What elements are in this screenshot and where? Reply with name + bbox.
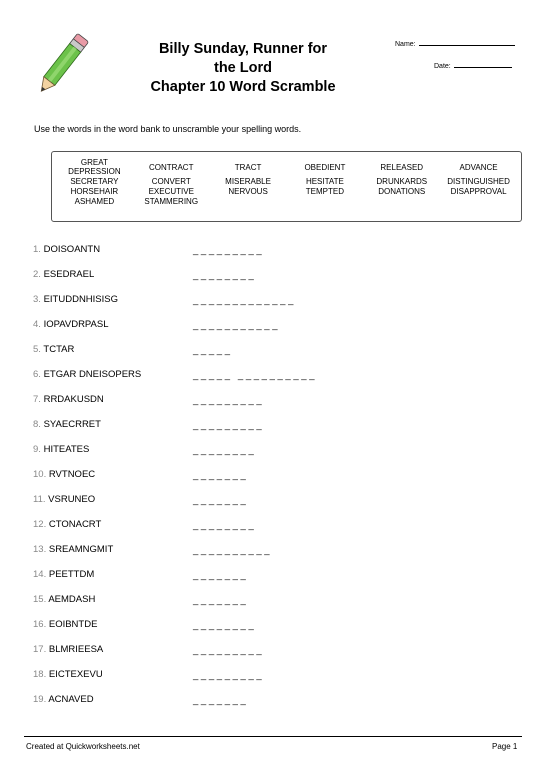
item-number: 10.	[33, 469, 47, 480]
item-number: 4.	[33, 319, 41, 330]
list-item	[33, 569, 533, 594]
scrambled-word: HITEATES	[43, 444, 90, 455]
item-number: 7.	[33, 394, 41, 405]
word-bank-word: TEMPTED	[305, 187, 345, 196]
page-number: Page 1	[492, 742, 518, 751]
answer-blanks[interactable]: _ _ _ _ _ _ _ _ _ _ _	[193, 320, 278, 331]
word-bank-word: NERVOUS	[228, 187, 268, 196]
scrambled-word: BLMRIEESA	[48, 644, 104, 655]
list-item	[33, 444, 533, 469]
date-blank[interactable]	[454, 60, 512, 68]
answer-blanks[interactable]: _ _ _ _ _ _ _	[193, 695, 246, 706]
word-bank-word: ASHAMED	[74, 197, 115, 206]
list-item	[33, 394, 533, 419]
list-item	[33, 344, 533, 369]
item-number: 15.	[33, 594, 47, 605]
answer-blanks[interactable]: _ _ _ _ _ _ _ _	[193, 620, 254, 631]
item-number: 8.	[33, 419, 41, 430]
answer-blanks[interactable]: _ _ _ _ _ _ _ _ _ _ _ _ _	[193, 295, 294, 306]
scrambled-word: ACNAVED	[48, 694, 94, 705]
item-number: 3.	[33, 294, 41, 305]
scramble-list	[33, 244, 533, 719]
word-bank-word: EXECUTIVE	[148, 187, 194, 196]
item-number: 11.	[33, 494, 46, 505]
answer-blanks[interactable]: _ _ _ _ _ _ _ _	[193, 445, 254, 456]
word-bank-word: SECRETARY	[70, 177, 119, 186]
scrambled-word: SYAECRRET	[43, 419, 101, 430]
word-bank-word: HORSEHAIR	[70, 187, 119, 196]
answer-blanks[interactable]: _ _ _ _ _ _ _ _	[193, 520, 254, 531]
list-item	[33, 619, 533, 644]
word-bank-word: TRACT	[234, 162, 262, 172]
word-bank-word: DISAPPROVAL	[450, 187, 507, 196]
item-number: 1.	[33, 244, 41, 255]
instructions: Use the words in the word bank to unscramble your spelling words.	[34, 124, 302, 134]
list-item	[33, 669, 533, 694]
item-number: 9.	[33, 444, 41, 455]
list-item	[33, 494, 533, 519]
list-item	[33, 594, 533, 619]
list-item	[33, 519, 533, 544]
scrambled-word: SREAMNGMIT	[48, 544, 114, 555]
name-field	[395, 38, 515, 48]
footer-divider	[24, 736, 522, 737]
item-number: 14.	[33, 569, 47, 580]
item-number: 2.	[33, 269, 41, 280]
scrambled-word: RVTNOEC	[48, 469, 96, 480]
scrambled-word: EICTEXEVU	[48, 669, 103, 680]
word-bank-word: HESITATE	[305, 177, 344, 186]
scrambled-word: RRDAKUSDN	[43, 394, 104, 405]
scrambled-word: DOISOANTN	[43, 244, 101, 255]
word-bank	[51, 151, 522, 222]
scrambled-word: IOPAVDRPASL	[43, 319, 109, 330]
word-bank-word: DONATIONS	[378, 187, 426, 196]
list-item	[33, 369, 533, 394]
answer-blanks[interactable]: _ _ _ _ _ _ _	[193, 570, 246, 581]
answer-blanks[interactable]: _ _ _ _ _ _ _ _	[193, 270, 254, 281]
item-number: 18.	[33, 669, 47, 680]
page-title	[118, 40, 368, 97]
answer-blanks[interactable]: _ _ _ _ _ _ _	[193, 495, 246, 506]
answer-blanks[interactable]: _ _ _ _ _ _ _ _ _	[193, 645, 262, 656]
list-item	[33, 294, 533, 319]
word-bank-word: RELEASED	[380, 162, 424, 172]
scrambled-word: EOIBNTDE	[48, 619, 98, 630]
list-item	[33, 244, 533, 269]
item-number: 13.	[33, 544, 47, 555]
date-field	[434, 60, 512, 70]
list-item	[33, 419, 533, 444]
footer-credit: Created at Quickworksheets.net	[26, 742, 140, 751]
answer-blanks[interactable]: _ _ _ _ _ _ _ _ _ _ _ _ _ _ _	[193, 370, 315, 381]
item-number: 12.	[33, 519, 47, 530]
list-item	[33, 269, 533, 294]
scrambled-word: PEETTDM	[48, 569, 95, 580]
word-bank-word: CONTRACT	[149, 162, 194, 172]
item-number: 19.	[33, 694, 47, 705]
item-number: 5.	[33, 344, 41, 355]
title-line-3: Chapter 10 Word Scramble	[150, 79, 336, 95]
item-number: 16.	[33, 619, 47, 630]
answer-blanks[interactable]: _ _ _ _ _ _ _ _ _	[193, 670, 262, 681]
word-bank-word: STAMMERING	[144, 197, 199, 206]
scrambled-word: ESEDRAEL	[43, 269, 95, 280]
answer-blanks[interactable]: _ _ _ _ _ _ _	[193, 595, 246, 606]
word-bank-word: CONVERT	[151, 177, 191, 186]
name-blank[interactable]	[419, 38, 515, 46]
list-item	[33, 644, 533, 669]
scrambled-word: VSRUNEO	[48, 494, 96, 505]
word-bank-word: DRUNKARDS	[376, 177, 428, 186]
list-item	[33, 544, 533, 569]
list-item	[33, 694, 533, 719]
name-label: Name:	[395, 41, 416, 48]
word-bank-word: ADVANCE	[459, 162, 498, 172]
list-item	[33, 319, 533, 344]
scrambled-word: ETGAR DNEISOPERS	[43, 369, 142, 380]
word-bank-word: GREAT DEPRESSION	[68, 158, 121, 176]
word-bank-word: OBEDIENT	[304, 162, 346, 172]
answer-blanks[interactable]: _ _ _ _ _ _ _ _ _	[193, 420, 262, 431]
word-bank-grid	[56, 158, 517, 206]
answer-blanks[interactable]: _ _ _ _ _ _ _ _ _ _	[193, 545, 270, 556]
scrambled-word: EITUDDNHISISG	[43, 294, 119, 305]
item-number: 6.	[33, 369, 41, 380]
scrambled-word: AEMDASH	[48, 594, 96, 605]
word-bank-word: DISTINGUISHED	[447, 177, 510, 186]
date-label: Date:	[434, 63, 451, 70]
answer-blanks[interactable]: _ _ _ _ _	[193, 345, 230, 356]
word-bank-word: MISERABLE	[225, 177, 271, 186]
pencil-icon	[28, 28, 94, 104]
scrambled-word: CTONACRT	[48, 519, 102, 530]
answer-blanks[interactable]: _ _ _ _ _ _ _ _ _	[193, 245, 262, 256]
scrambled-word: TCTAR	[43, 344, 75, 355]
title-line-1: Billy Sunday, Runner for	[158, 41, 328, 57]
answer-blanks[interactable]: _ _ _ _ _ _ _ _ _	[193, 395, 262, 406]
list-item	[33, 469, 533, 494]
title-line-2: the Lord	[214, 60, 272, 76]
answer-blanks[interactable]: _ _ _ _ _ _ _	[193, 470, 246, 481]
item-number: 17.	[33, 644, 47, 655]
